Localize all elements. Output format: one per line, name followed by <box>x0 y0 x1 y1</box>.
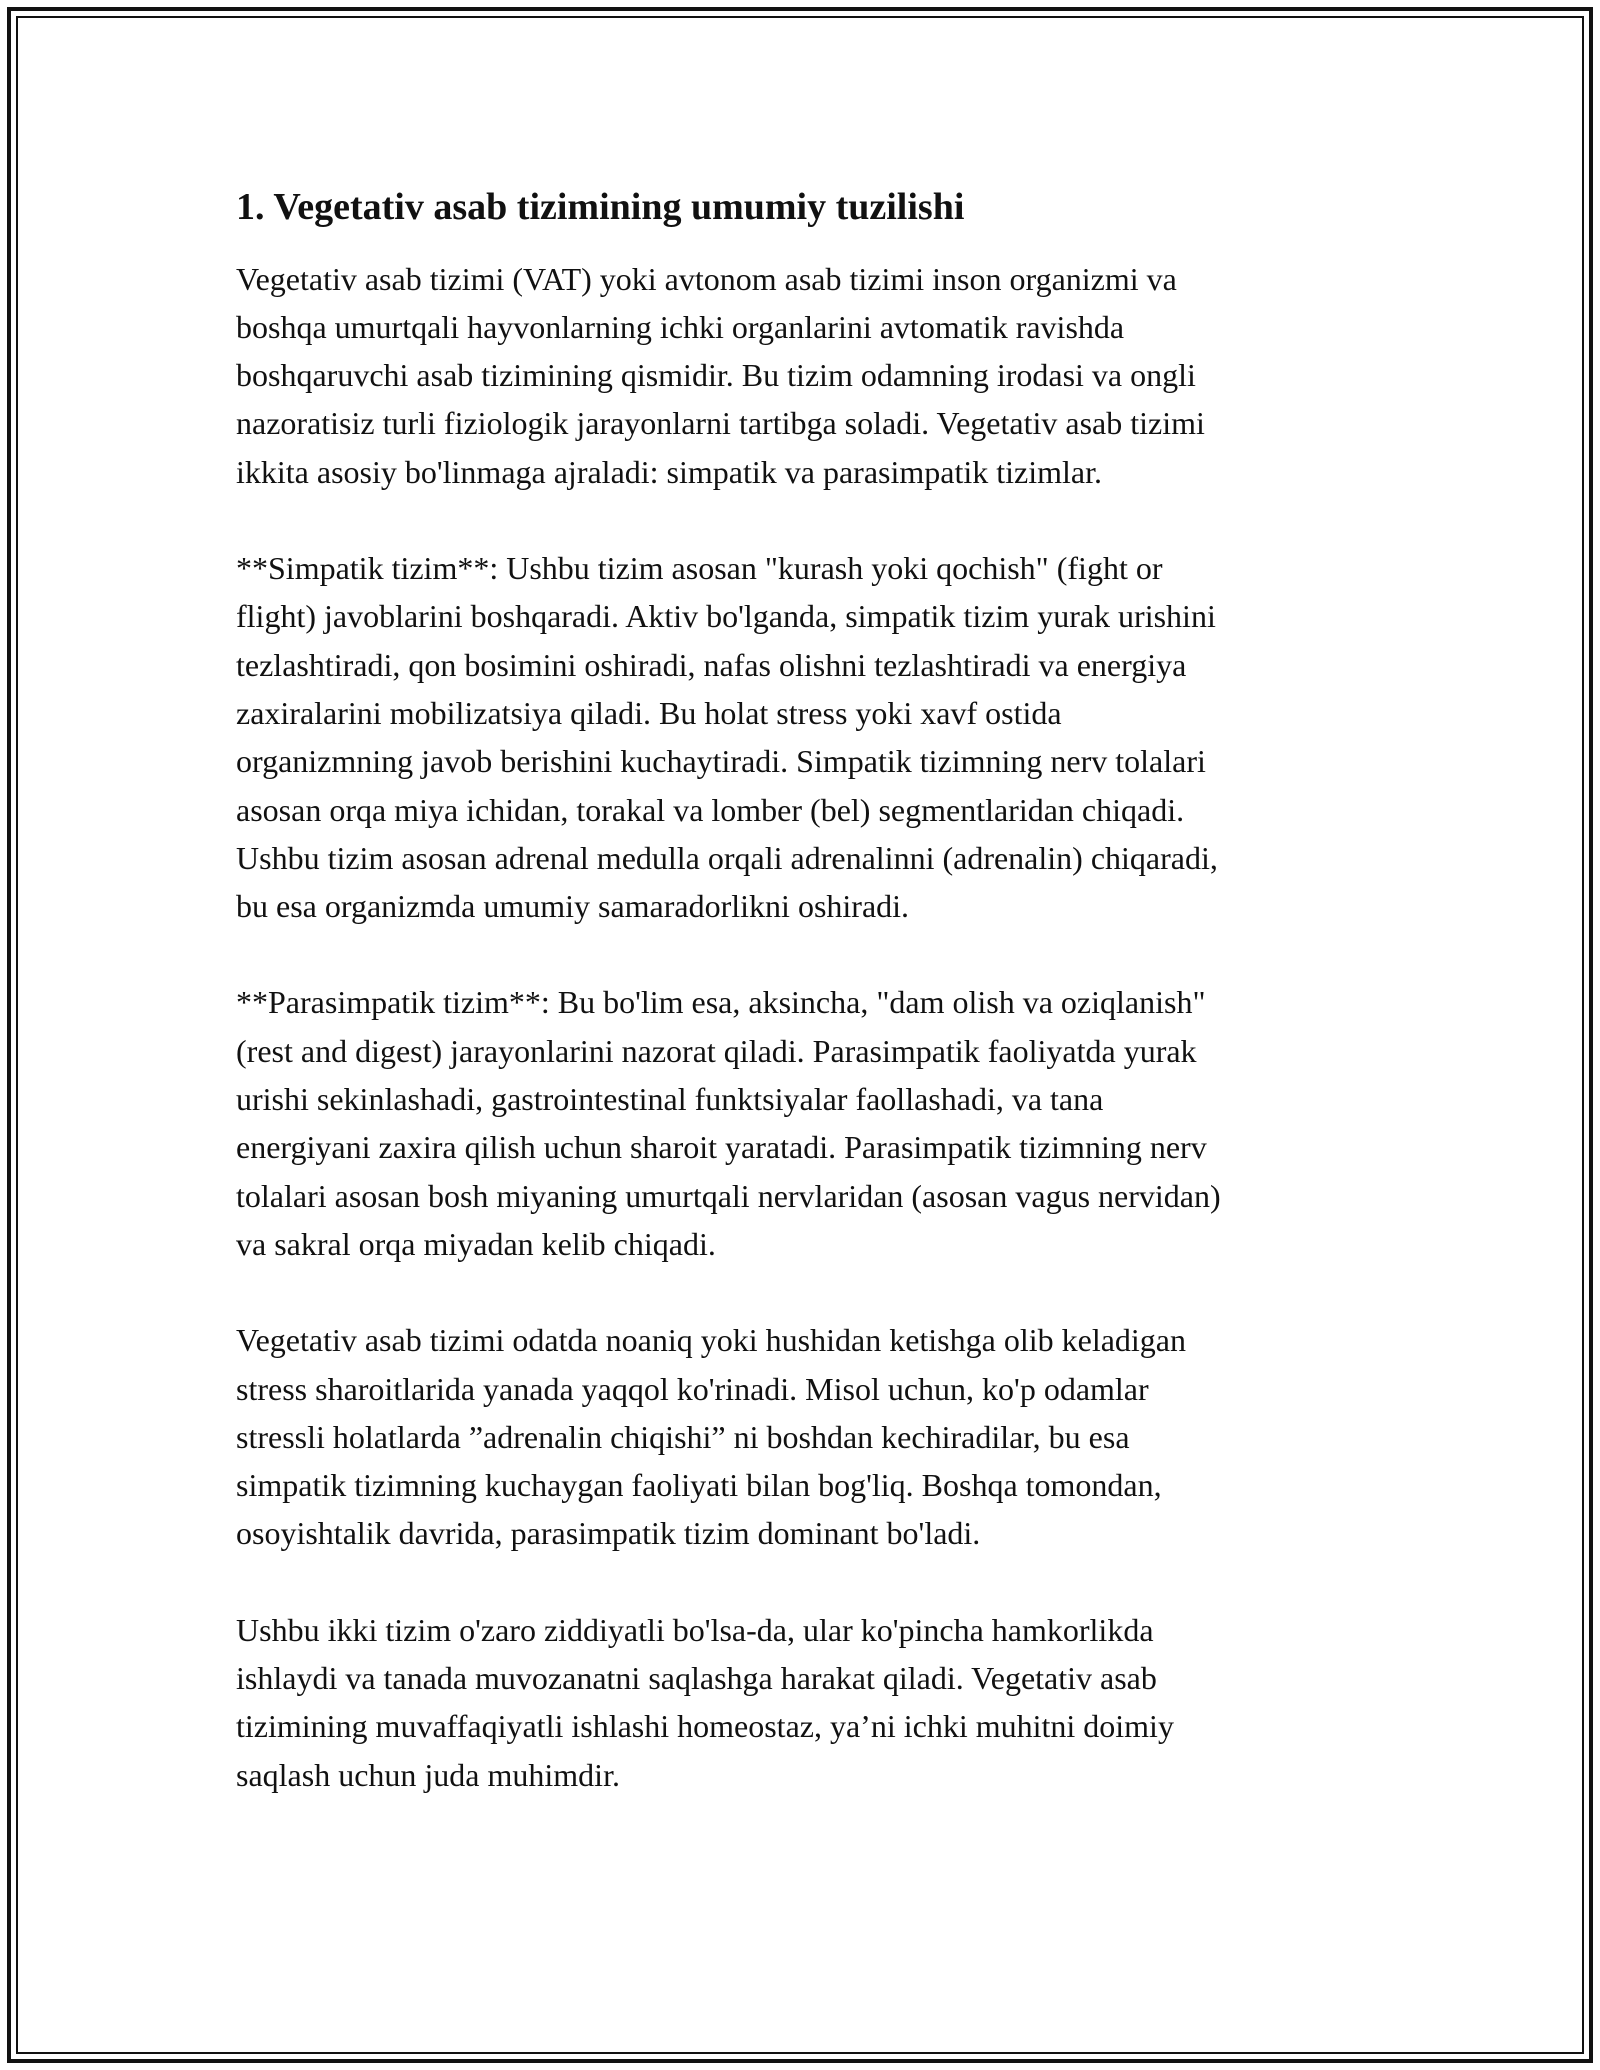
paragraph-conclusion: Ushbu ikki tizim o'zaro ziddiyatli bo'lsa-da, ular ko'pincha hamkorlikda ishlaydi va tanada muvozanatni saqlashga harakat qiladi. Vegetativ asab tizimining muvaffaqiyatli ishlashi homeostaz, ya’ni ichki muhitni doimiy saqlash uchun juda muhimdir. <box>236 1611 1174 1793</box>
paragraph-stress: Vegetativ asab tizimi odatda noaniq yoki hushidan ketishga olib keladigan stress sharoitlarida yanada yaqqol ko'rinadi. Misol uchun, ko'p odamlar stressli holatlarda ”adrenalin chiqishi” ni boshdan kechiradilar, bu esa simpatik tizimning kuchaygan faoliyati bilan bog'liq. Boshqa tomondan, osoyishtalik davrida, parasimpatik tizim dominant bo'ladi. <box>236 1322 1186 1552</box>
paragraph-intro: Vegetativ asab tizimi (VAT) yoki avtonom asab tizimi inson organizmi va boshqa umurtqali hayvonlarning ichki organlarini avtomatik ravishda boshqaruvchi asab tizimining qismidir. Bu tizim odamning irodasi va ongli nazoratisiz turli fiziologik jarayonlarni tartibga soladi. Vegetativ asab tizimi ikkita asosiy bo'linmaga ajraladi: simpatik va parasimpatik tizimlar. <box>236 260 1205 490</box>
paragraph-sympathetic: **Simpatik tizim**: Ushbu tizim asosan "kurash yoki qochish" (fight or flight) javoblarini boshqaradi. Aktiv bo'lganda, simpatik tizim yurak urishini tezlashtiradi, qon bosimini oshiradi, nafas olishni tezlashtiradi va energiya zaxiralarini mobilizatsiya qiladi. Bu holat stress yoki xavf ostida organizmning javob berishini kuchaytiradi. Simpatik tizimning nerv tolalari asosan orqa miya ichidan, torakal va lomber (bel) segmentlaridan chiqadi. Ushbu tizim asosan adrenal medulla orqali adrenalinni (adrenalin) chiqaradi, bu esa organizmda umumiy samaradorlikni oshiradi. <box>236 550 1218 925</box>
section-heading: 1. Vegetativ asab tizimining umumiy tuzilishi <box>236 186 965 228</box>
paragraph-parasympathetic: **Parasimpatik tizim**: Bu bo'lim esa, aksincha, "dam olish va oziqlanish" (rest and digest) jarayonlarini nazorat qiladi. Parasimpatik faoliyatda yurak urishi sekinlashadi, gastrointestinal funktsiyalar faollashadi, va tana energiyani zaxira qilish uchun sharoit yaratadi. Parasimpatik tizimning nerv tolalari asosan bosh miyaning umurtqali nervlaridan (asosan vagus nervidan) va sakral orqa miyadan kelib chiqadi. <box>236 984 1221 1262</box>
document-body <box>236 185 1396 1799</box>
